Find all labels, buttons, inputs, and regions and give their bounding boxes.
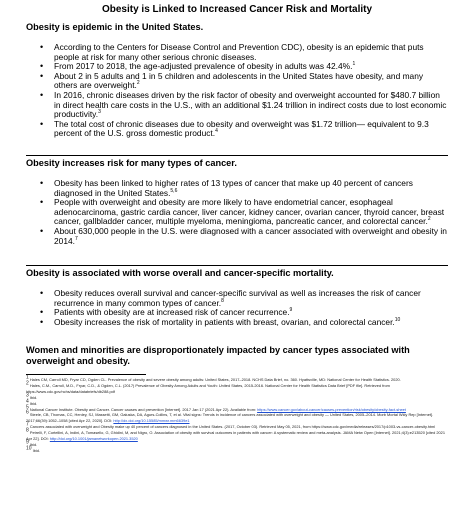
- list-item: • Obesity has been linked to higher rates of 13 types of cancer that make up 40 percent of cancers diagnosed in the United States.$^{5,6}$: [26, 179, 448, 198]
- section-heading: Obesity increases risk for many types of cancer.: [26, 158, 237, 168]
- list-item: • According to the Centers for Disease Control and Prevention CDC), obesity is an epidemic that puts people at risk for many other serious chronic diseases.: [26, 43, 448, 62]
- bullet-list: [26, 289, 448, 327]
- section-heading: Obesity is associated with worse overall and cancer-specific mortality.: [26, 268, 334, 278]
- page-title: Obesity is Linked to Increased Cancer Risk and Mortality: [101, 4, 373, 15]
- footnote: $^5$ National Cancer Institute. Obesity and Cancer. Cancer causes and prevention [Internet]. 2017 Jan 17 (2021 Apr 22). Available from: https://www.cancer.gov/about-cancer/causes-prevention/risk/obesity/obesity-fact-sheet: [26, 404, 406, 412]
- footnote: $^9$ Ibid.: [26, 439, 38, 447]
- footnote: $^{10}$ Ibid.: [26, 445, 41, 453]
- footnote-link[interactable]: http://doi.org/10.1001/jamanetworkopen.2021.3520: [49, 436, 138, 442]
- footnote: $^2$ Hales, C.M., Carroll, M.D., Fryar, C.D., & Ogden, C.L. (2017) Prevalence of Obesity Among Adults and Youth: United States, 2015-2016. National Center for Health Statistics Data Brief [PDF file]. Retrieved from https://www.cdc.gov/nchs/data/databriefs/db288.pdf: [26, 380, 390, 394]
- list-item: • About 630,000 people in the U.S. were diagnosed with a cancer associated with overweight and obesity in 2014.$^7$: [26, 227, 448, 246]
- list-item: • Obesity reduces overall survival and cancer-specific survival as well as increases the risk of cancer recurrence in many common types of cancer.$^8$: [26, 289, 448, 308]
- section-cancer-risk: [26, 155, 448, 246]
- section-heading: Obesity is epidemic in the United States.: [26, 22, 204, 32]
- section-obesity-epidemic: [26, 22, 448, 139]
- footnote: $^4$ Ibid.: [26, 398, 38, 406]
- list-item: • In 2016, chronic diseases driven by the risk factor of obesity and overweight accounted for $480.7 billion in direct health care costs in the U.S., with an additional $1.24 trillion in indirect costs due to lost economic productivity.$^3$: [26, 91, 448, 120]
- footnote-link[interactable]: https://www.cancer.gov/about-cancer/causes-prevention/risk/obesity/obesity-fact-sheet: [257, 406, 406, 412]
- list-item: • The total cost of chronic diseases due to obesity and overweight was $1.72 trillion— equivalent to 9.3 percent of the U.S. gross domestic product.$^4$: [26, 120, 448, 139]
- footnote: $^6$ Steele, CB, Thomas, CC, Henley, SJ, Massetti, GM, Galuska, DA, Agurs-Collins, T, et al. Vital signs: Trends in incidence of cancers associated with overweight and obesity — United States, 2005–2014. Morb Mortal Wkly Rep [Internet]. 2017;66(39):1052–1058 [cited Apr 22, 2020]. DOI: http://dx.doi.org/10.15585/mmwr.mm6639e1: [26, 410, 434, 424]
- section-heading: Women and minorities are disproportionately impacted by cancer types associated with overweight and obesity.: [26, 345, 410, 366]
- footnote-divider: [26, 374, 146, 375]
- bullet-list: [26, 179, 448, 246]
- bullet-list: [26, 43, 448, 139]
- footnote: $^7$ Cancers associated with overweight and Obesity make up 40 percent of cancers diagnosed in the United States. (2017, October 03). Retrieved May 05, 2021, from https://www.cdc.gov/media/releases/2017/p1003-vs-cancer-obesity.html: [26, 421, 436, 430]
- list-item: • Obesity increases the risk of mortality in patients with breast, ovarian, and colorectal cancer.$^{10}$: [26, 318, 448, 328]
- list-item: • Patients with obesity are at increased risk of cancer recurrence.$^9$: [26, 308, 448, 318]
- list-item: • People with overweight and obesity are more likely to have endometrial cancer, esophageal adenocarcinoma, gastric cardia cancer, liver cancer, kidney cancer, ovarian cancer, thyroid cancer, breast cancer, gallbladder cancer, multiple myeloma, meningioma, pancreatic cancer, and colorectal cancer.$^2$: [26, 198, 448, 227]
- footnotes: [26, 374, 450, 454]
- list-item: • About 2 in 5 adults and 1 in 5 children and adolescents in the United States have obesity, and many others are overweight.$^2$: [26, 72, 448, 91]
- footnote: $^3$ Ibid.: [26, 392, 38, 400]
- footnote: $^1$ Hales CM, Carroll MD, Fryar CD, Ogden CL. Prevalence of obesity and severe obesity among adults: United States, 2017–2018. NCHS Data Brief, no. 360. Hyattsville, MD: National Center for Health Statistics. 2020.: [26, 374, 401, 382]
- footnote: $^8$ Petrelli, F, Cortellini, A, Indini, A, Tomasello, G, Ghidini, M, and Nigro, O. Association of obesity with survival outcomes in patients with cancer: A systematic review and meta-analysis. JAMA Netw Open [Internet]. 2021;4(3):e213520 [cited 2021 Apr 22]. DOI: http://doi.org/10.1001/jamanetworkopen.2021.3520: [26, 427, 445, 442]
- section-women-minorities: [26, 345, 448, 367]
- list-item: • From 2017 to 2018, the age-adjusted prevalence of obesity in adults was 42.4%.$^1$: [26, 62, 448, 72]
- section-mortality: [26, 265, 448, 327]
- footnote-link[interactable]: http://dx.doi.org/10.15585/mmwr.mm6639e1: [113, 418, 190, 424]
